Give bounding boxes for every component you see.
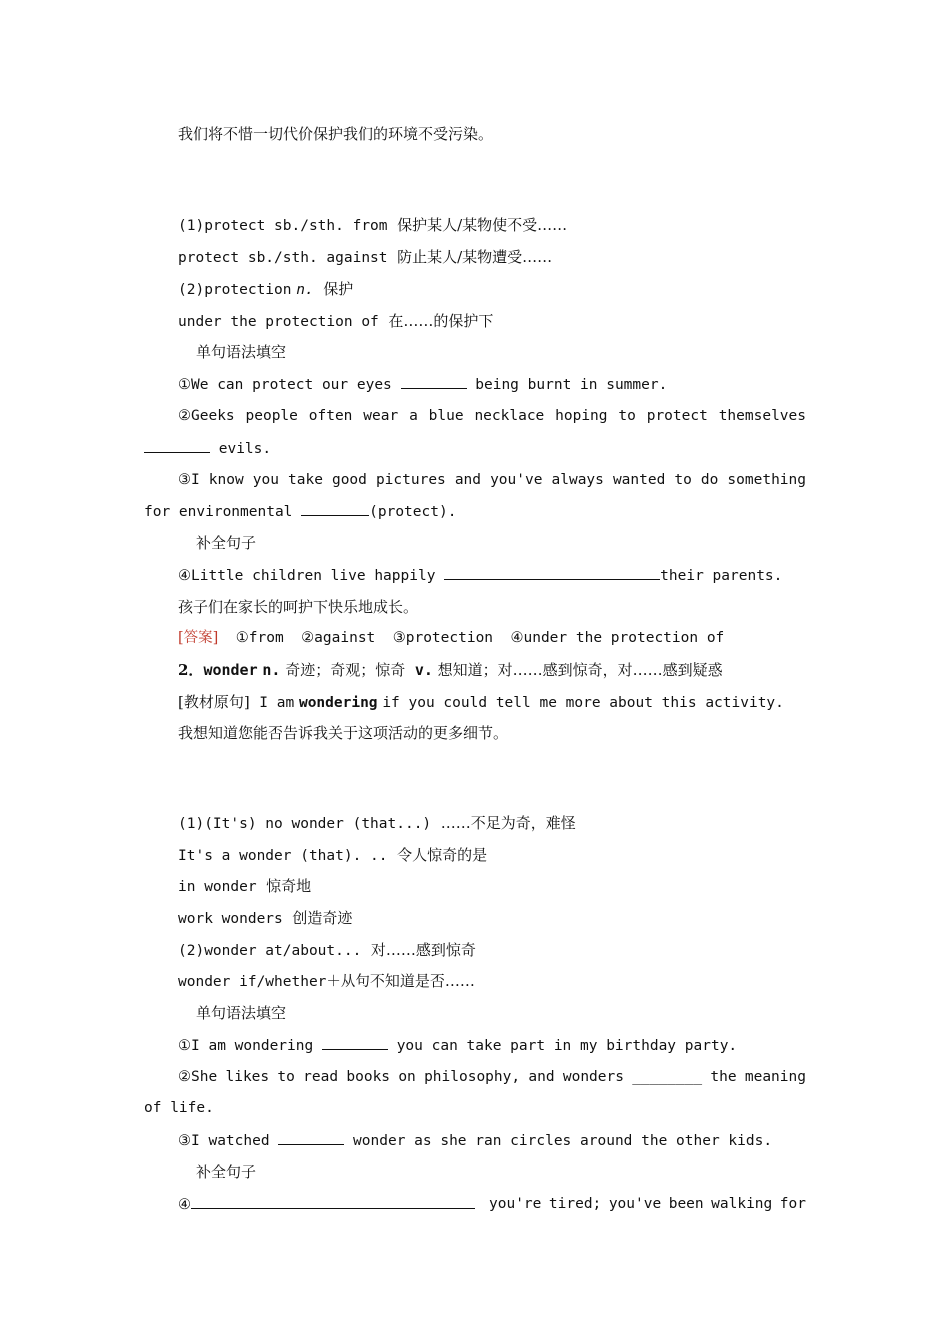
word: tired; xyxy=(548,1196,602,1212)
word: and xyxy=(454,472,482,488)
question-4 xyxy=(178,565,782,586)
word: wear xyxy=(363,408,399,424)
question-text: you can take part in my birthday party. xyxy=(396,1038,738,1054)
word: blue xyxy=(428,408,464,424)
phrase-no-wonder xyxy=(178,813,576,834)
phrase-under-protection xyxy=(178,311,493,332)
answer-blank[interactable] xyxy=(144,438,210,453)
phrase-en: in wonder xyxy=(178,879,257,895)
word: been xyxy=(668,1196,704,1212)
word: ③I xyxy=(178,472,200,488)
word: do xyxy=(700,472,719,488)
answer-tag: [答案] xyxy=(178,630,219,646)
word: philosophy, xyxy=(424,1069,521,1085)
source-sentence xyxy=(178,692,784,713)
word: necklace xyxy=(474,408,545,424)
complete-heading: 补全句子 xyxy=(196,534,257,552)
phrase-protect-against xyxy=(178,247,552,268)
question-3 xyxy=(178,1130,772,1151)
phrase-protect-from xyxy=(178,215,567,236)
word: meaning xyxy=(744,1069,806,1085)
phrase-cn: 防止某人/某物遭受…… xyxy=(397,248,553,266)
phrase-cn: 对……感到惊奇 xyxy=(370,941,476,959)
phrase-en: It's a wonder (that). .. xyxy=(178,848,388,864)
fill-heading: 单句语法填空 xyxy=(196,343,287,361)
word: to xyxy=(277,1069,295,1085)
phrase-en: (1)(It's) no wonder (that...) xyxy=(178,816,432,832)
word: books xyxy=(346,1069,391,1085)
definition: 奇迹；奇观；惊奇 xyxy=(285,661,406,679)
entry-number: 2． xyxy=(178,661,204,679)
word: you xyxy=(252,472,279,488)
question-4-translation: 孩子们在家长的呵护下快乐地成长。 xyxy=(178,598,419,616)
source-translation: 我想知道您能否告诉我关于这项活动的更多细节。 xyxy=(178,724,509,742)
phrase-cn: 在……的保护下 xyxy=(388,312,494,330)
part-of-speech: n. xyxy=(262,661,281,679)
phrase-cn: 保护 xyxy=(323,280,354,298)
phrase-en: protect sb./sth. against xyxy=(178,250,388,266)
answer-blank[interactable] xyxy=(278,1130,344,1145)
phrase-en: (2)protection xyxy=(178,282,292,298)
phrase-its-a-wonder xyxy=(178,845,487,866)
phrase-cn: 创造奇迹 xyxy=(292,909,353,927)
word: good xyxy=(331,472,367,488)
question-text: (protect). xyxy=(369,504,457,520)
question-2-line-1 xyxy=(178,1067,806,1087)
word: on xyxy=(398,1069,416,1085)
word: know xyxy=(208,472,244,488)
intro-translation: 我们将不惜一切代价保护我们的环境不受污染。 xyxy=(178,125,494,143)
question-1 xyxy=(178,374,667,395)
word: themselves xyxy=(718,408,806,424)
answer-blank[interactable]: ________ xyxy=(632,1069,703,1085)
answer-blank[interactable] xyxy=(301,501,369,516)
answer-blank[interactable] xyxy=(322,1035,388,1050)
question-text: ③I watched xyxy=(178,1133,270,1149)
phrase-work-wonders xyxy=(178,908,352,929)
definition: 想知道；对……感到惊奇，对……感到疑惑 xyxy=(437,661,723,679)
word: wonders xyxy=(562,1069,624,1085)
question-text: ①We can protect our eyes xyxy=(178,377,392,393)
question-text: evils. xyxy=(218,441,272,457)
question-4-start xyxy=(178,1194,475,1215)
complete-heading: 补全句子 xyxy=(196,1163,257,1181)
question-text: for environmental xyxy=(144,504,293,520)
word: wanted xyxy=(612,472,666,488)
phrase-en: under the protection of xyxy=(178,314,379,330)
part-of-speech: n. xyxy=(296,282,314,298)
word: ②She xyxy=(178,1069,218,1085)
word: you've xyxy=(608,1196,662,1212)
answer-blank[interactable] xyxy=(401,374,467,389)
answer-text: ①from ②against ③protection ④under the protection of xyxy=(235,630,725,646)
question-text: their parents. xyxy=(660,568,783,584)
question-text: ①I am wondering xyxy=(178,1038,314,1054)
phrase-cn: 不知道是否…… xyxy=(369,972,475,990)
phrase-wonder-at xyxy=(178,940,476,961)
word: likes xyxy=(225,1069,270,1085)
word: pictures xyxy=(375,472,446,488)
phrase-in-wonder xyxy=(178,876,311,897)
question-1 xyxy=(178,1035,737,1056)
phrase-en: (1)protect sb./sth. from xyxy=(178,218,388,234)
word: a xyxy=(409,408,418,424)
word: and xyxy=(528,1069,555,1085)
answer-blank[interactable] xyxy=(444,565,660,580)
phrase-cn: 保护某人/某物使不受…… xyxy=(397,216,568,234)
entry-word: wonder xyxy=(203,661,258,679)
entry-wonder xyxy=(178,660,723,680)
source-keyword: wondering xyxy=(298,695,378,711)
phrase-cn: 惊奇地 xyxy=(266,877,312,895)
word: people xyxy=(245,408,298,424)
source-tag: [教材原句] xyxy=(178,693,250,711)
phrase-cn: 令人惊奇的是 xyxy=(397,846,488,864)
word: often xyxy=(308,408,353,424)
fill-heading: 单句语法填空 xyxy=(196,1004,287,1022)
question-2-line-2: of life. xyxy=(144,1100,214,1116)
question-2-line-1 xyxy=(178,406,806,426)
part-of-speech: v. xyxy=(414,661,433,679)
phrase-en: work wonders xyxy=(178,911,283,927)
word: you're xyxy=(489,1196,542,1212)
source-text: if you could tell me more about this activity. xyxy=(382,695,784,711)
word: you've xyxy=(490,472,543,488)
answer-line xyxy=(178,628,724,648)
word: take xyxy=(288,472,323,488)
word: read xyxy=(303,1069,339,1085)
phrase-protection xyxy=(178,279,353,300)
phrase-en: (2)wonder at/about... xyxy=(178,943,362,959)
question-3-line-2 xyxy=(144,501,456,522)
word: hoping xyxy=(555,408,608,424)
question-text: wonder as she ran circles around the other kids. xyxy=(353,1133,773,1149)
word: to xyxy=(674,472,692,488)
word: always xyxy=(551,472,604,488)
phrase-en: wonder if/whether＋从句 xyxy=(178,974,370,990)
question-text: being burnt in summer. xyxy=(475,377,668,393)
phrase-cn: ……不足为奇，难怪 xyxy=(440,814,576,832)
question-number: ④ xyxy=(178,1197,191,1213)
question-text: ④Little children live happily xyxy=(178,568,436,584)
word: walking xyxy=(711,1196,773,1212)
answer-blank[interactable] xyxy=(191,1194,475,1209)
phrase-wonder-if xyxy=(178,971,475,992)
word: for xyxy=(779,1196,806,1212)
word: protect xyxy=(646,408,708,424)
word: the xyxy=(710,1069,737,1085)
word: to xyxy=(618,408,636,424)
question-4-end xyxy=(489,1194,806,1214)
question-3-line-1 xyxy=(178,470,806,490)
question-2-line-2 xyxy=(144,438,271,459)
word: something xyxy=(727,472,806,488)
word: ②Geeks xyxy=(178,408,235,424)
source-text: I am xyxy=(259,695,295,711)
